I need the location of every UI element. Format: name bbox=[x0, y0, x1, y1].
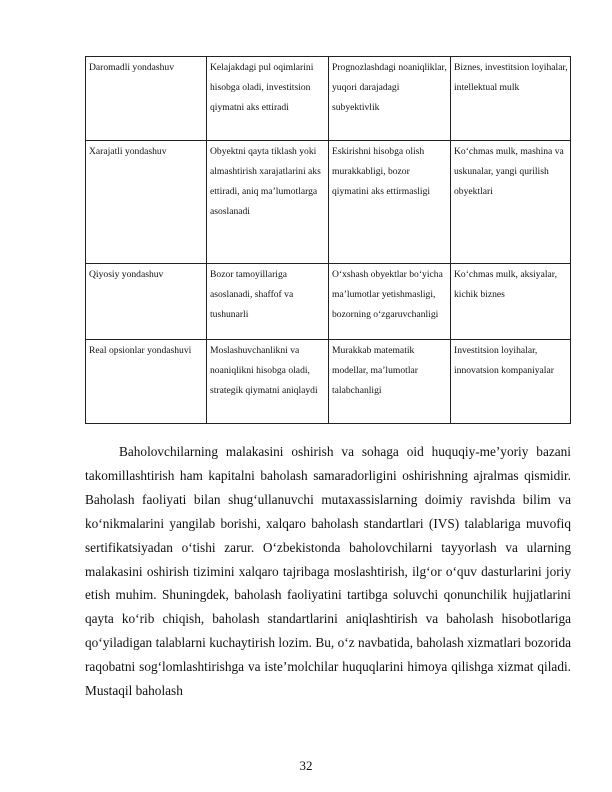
approach-application: Biznes, investitsion loyihalar, intellektual mulk bbox=[454, 62, 568, 93]
approach-advantages: Obyektni qayta tiklash yoki almashtirish xarajatlarini aks ettiradi, aniq ma’lumotlarga asoslanadi bbox=[210, 146, 321, 217]
valuation-approaches-table bbox=[85, 56, 571, 424]
approach-application: Investitsion loyihalar, innovatsion kompaniyalar bbox=[454, 345, 554, 376]
approach-name: Xarajatli yondashuv bbox=[89, 146, 167, 157]
table-cell bbox=[86, 340, 207, 424]
table-cell bbox=[329, 264, 451, 340]
approach-disadvantages: Prognozlashdagi noaniqliklar, yuqori darajadagi subyektivlik bbox=[332, 62, 447, 113]
approach-application: Ko‘chmas mulk, aksiyalar, kichik biznes bbox=[454, 269, 557, 300]
approach-disadvantages: Murakkab matematik modellar, ma’lumotlar talabchanligi bbox=[332, 345, 418, 396]
approach-name: Daromadli yondashuv bbox=[89, 62, 174, 73]
body-paragraph: Baholovchilarning malakasini oshirish va sohaga oid huquqiy-me’yoriy bazani takomillashtirish ham kapitalni baholash samaradorligini oshirishning ajralmas qismidir. Baholash faoliyati bilan shug‘ullanuvchi mutaxassislarning doimiy ravishda bilim va ko‘nikmalarini yangilab borishi, xalqaro baholash standartlari (IVS) talablariga muvofiq sertifikatsiyadan o‘tishi zarur. O‘zbekistonda baholovchilarni tayyorlash va ularning malakasini oshirish tizimini xalqaro tajribaga moslashtirish, ilg‘or o‘quv dasturlarini joriy etish muhim. Shuningdek, baholash faoliyatini tartibga soluvchi qonunchilik hujjatlarini qayta ko‘rib chiqish, baholash standartlarini aniqlashtirish va baholash hisobotlariga qo‘yiladigan talablarni kuchaytirish lozim. Bu, o‘z navbatida, baholash xizmatlari bozorida raqobatni sog‘lomlashtirishga va iste’molchilar huquqlarini himoya qilishga xizmat qiladi. Mustaqil baholash bbox=[85, 444, 571, 699]
table-row bbox=[86, 57, 571, 141]
page-number: 32 bbox=[299, 758, 313, 773]
table-cell bbox=[207, 340, 329, 424]
approach-advantages: Kelajakdagi pul oqimlarini hisobga oladi, investitsion qiymatni aks ettiradi bbox=[210, 62, 314, 113]
table-row bbox=[86, 141, 571, 264]
body-text bbox=[85, 440, 571, 703]
table-row bbox=[86, 264, 571, 340]
table-cell bbox=[207, 141, 329, 264]
approach-application: Ko‘chmas mulk, mashina va uskunalar, yangi qurilish obyektlari bbox=[454, 146, 564, 197]
approach-disadvantages: O‘xshash obyektlar bo‘yicha ma’lumotlar yetishmasligi, bozorning o‘zgaruvchanligi bbox=[332, 269, 443, 320]
table-cell bbox=[451, 264, 571, 340]
approach-advantages: Moslashuvchanlikni va noaniqlikni hisobga oladi, strategik qiymatni aniqlaydi bbox=[210, 345, 318, 396]
table-cell bbox=[329, 57, 451, 141]
table-cell bbox=[207, 57, 329, 141]
approach-name: Qiyosiy yondashuv bbox=[89, 269, 164, 280]
table-cell bbox=[451, 57, 571, 141]
table-cell bbox=[86, 57, 207, 141]
approach-advantages: Bozor tamoyillariga asoslanadi, shaffof va tushunarli bbox=[210, 269, 294, 320]
approach-disadvantages: Eskirishni hisobga olish murakkabligi, bozor qiymatini aks ettirmasligi bbox=[332, 146, 431, 197]
approach-name: Real opsionlar yondashuvi bbox=[89, 345, 192, 356]
table-cell bbox=[86, 264, 207, 340]
table-row bbox=[86, 340, 571, 424]
table-cell bbox=[329, 340, 451, 424]
table-cell bbox=[329, 141, 451, 264]
table-cell bbox=[451, 340, 571, 424]
table-cell bbox=[207, 264, 329, 340]
table-cell bbox=[86, 141, 207, 264]
table-cell bbox=[451, 141, 571, 264]
